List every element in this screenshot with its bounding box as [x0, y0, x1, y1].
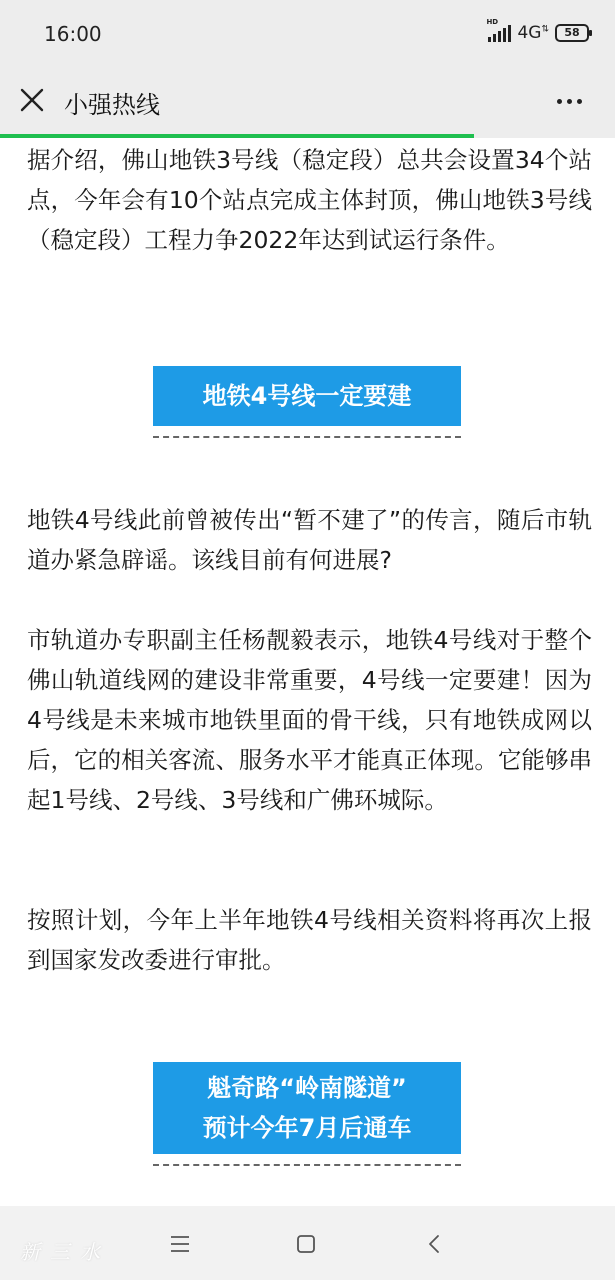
article-paragraph: 地铁4号线此前曾被传出“暂不建了”的传言，随后市轨道办紧急辟谣。该线目前有何进展? [27, 506, 592, 574]
close-button[interactable] [14, 82, 50, 118]
article-paragraph: 按照计划，今年上半年地铁4号线相关资料将再次上报到国家发改委进行审批。 [27, 906, 592, 974]
article-content[interactable] [0, 138, 615, 1206]
home-button[interactable] [288, 1226, 324, 1262]
menu-icon [170, 1235, 190, 1253]
more-icon [557, 99, 562, 104]
signal-icon [486, 18, 511, 42]
section-heading-text: 地铁4号线一定要建 [202, 382, 412, 410]
system-nav-bar [0, 1206, 615, 1280]
section-heading-metro-line-4 [153, 366, 461, 426]
section-heading-text: 魁奇路“岭南隧道” [207, 1074, 407, 1102]
page-title: 小强热线 [64, 91, 160, 119]
article-paragraph: 市轨道办专职副主任杨靓毅表示，地铁4号线对于整个佛山轨道线网的建设非常重要，4号线一定要建！因为4号线是未来城市地铁里面的骨干线，只有地铁成网以后，它的相关客流、服务水平才能真正体现。它能够串起1号线、2号线、3号线和广佛环城际。 [27, 626, 592, 814]
network-type: 4G⇅ [517, 23, 549, 43]
section-heading-lingnan-tunnel [153, 1062, 461, 1154]
watermark-logo: 新三水 [20, 1240, 110, 1264]
menu-button[interactable] [162, 1226, 198, 1262]
battery-level: 58 [564, 26, 580, 39]
more-button[interactable] [549, 88, 589, 114]
nav-bar [0, 68, 615, 134]
back-button[interactable] [416, 1226, 452, 1262]
back-icon [427, 1234, 441, 1254]
heading-divider [153, 1164, 461, 1166]
close-icon [19, 87, 45, 113]
home-icon [296, 1234, 316, 1254]
hd-label: HD [486, 18, 499, 26]
article-paragraph: 据介绍，佛山地铁3号线（稳定段）总共会设置34个站点，今年会有10个站点完成主体封顶，佛山地铁3号线（稳定段）工程力争2022年达到试运行条件。 [27, 146, 592, 254]
battery-icon [555, 24, 589, 42]
heading-divider [153, 436, 461, 438]
section-heading-text: 预计今年7月后通车 [202, 1114, 412, 1142]
status-time: 16:00 [44, 22, 102, 46]
status-indicators [486, 18, 589, 44]
status-bar [0, 0, 615, 68]
